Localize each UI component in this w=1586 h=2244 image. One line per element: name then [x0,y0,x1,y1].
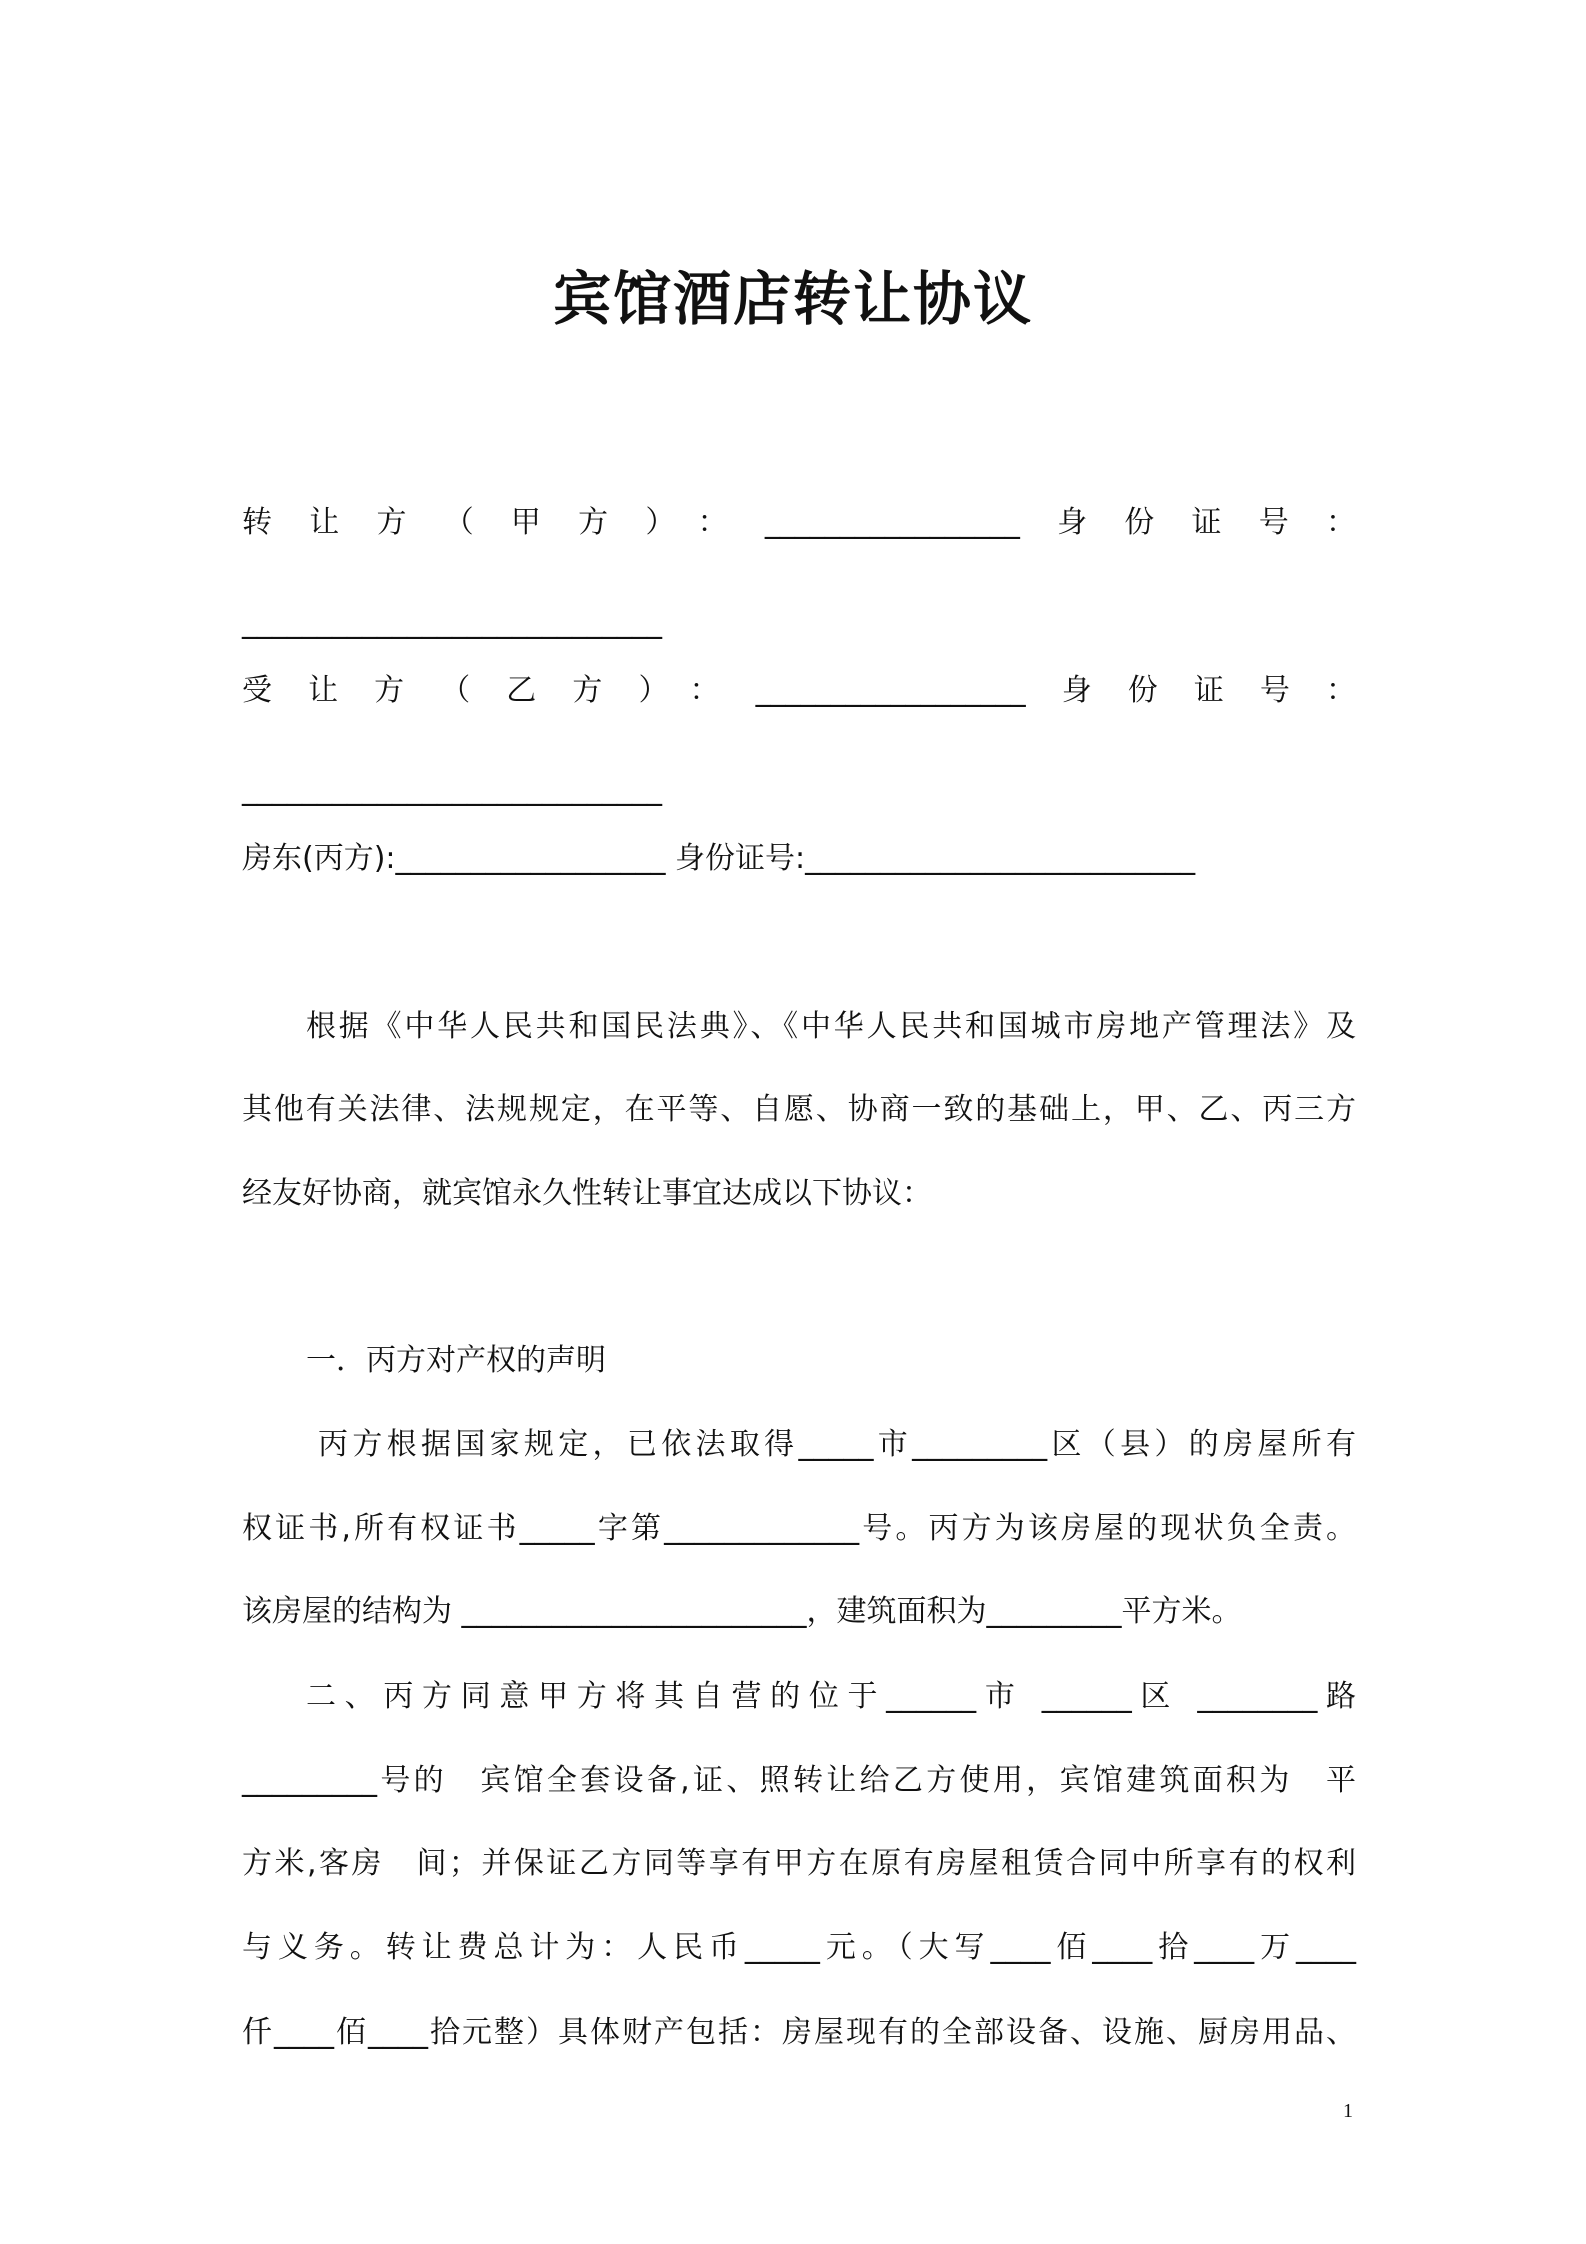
transferee-id-blank: ____________________________ [242,772,662,807]
section1-line: 该房屋的结构为 _______________________，建筑面积为_________平方米。 [242,1594,1242,1629]
preamble-line: 经友好协商，就宾馆永久性转让事宜达成以下协议： [242,1176,932,1211]
transferee-line: 受让方（乙方）：__________________身份证号： [242,673,1356,708]
preamble-line: 其他有关法律、法规规定，在平等、自愿、协商一致的基础上，甲、乙、丙三方 [242,1092,1356,1127]
section2-line: 与义务。转让费总计为：人民币_____元。（大写____佰____拾____万____ [242,1930,1356,1965]
page-number: 1 [1343,2100,1353,2122]
preamble-line: 根据《中华人民共和国民法典》、《中华人民共和国城市房地产管理法》及 [306,1009,1356,1044]
landlord-line: 房东(丙方):__________________ 身份证号:__________________________ [242,841,1196,876]
transferor-id-blank: ____________________________ [242,605,662,640]
section2-line: 方米,客房 间；并保证乙方同等享有甲方在原有房屋租赁合同中所享有的权利 [242,1846,1356,1881]
section1-heading: 一．丙方对产权的声明 [306,1343,606,1378]
section1-line: 权证书,所有权证书_____字第_____________号。丙方为该房屋的现状负全责。 [242,1511,1356,1546]
section2-line: 仟____佰____拾元整）具体财产包括：房屋现有的全部设备、设施、厨房用品、 [242,2015,1356,2050]
transferor-line: 转让方（甲方）：_________________身份证号： [242,505,1356,540]
document-title: 宾馆酒店转让协议 [552,265,1033,333]
section2-line: _________号的 宾馆全套设备,证、照转让给乙方使用，宾馆建筑面积为 平 [242,1763,1356,1798]
section2-line: 二、丙方同意甲方将其自营的位于______市 ______区 ________路 [306,1679,1356,1714]
section1-line: 丙方根据国家规定，已依法取得_____市_________区（县）的房屋所有 [318,1427,1356,1462]
